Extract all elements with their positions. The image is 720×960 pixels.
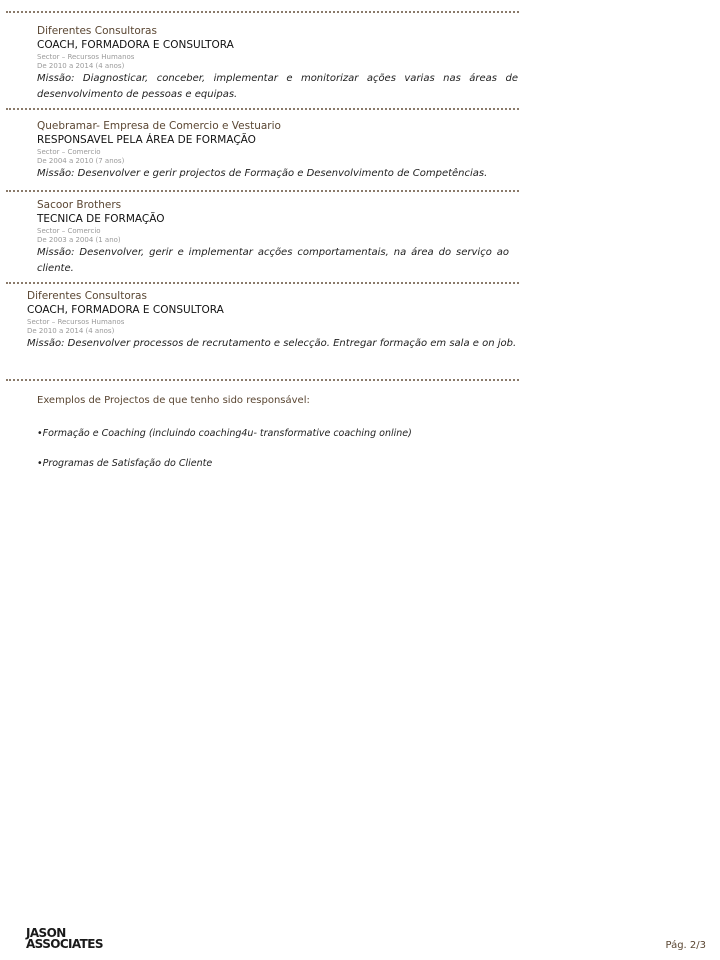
mission-text: Missão: Diagnosticar, conceber, implementar e monitorizar ações varias nas áreas de desenvolvimento de pessoas e equipas. [37, 73, 518, 100]
job-title: COACH, FORMADORA E CONSULTORA [37, 39, 234, 51]
experience-entry [37, 119, 518, 182]
period: De 2003 a 2004 (1 ano) [37, 236, 121, 244]
projects-title: Exemplos de Projectos de que tenho sido responsável: [37, 395, 310, 406]
divider [6, 108, 519, 110]
company-logo [26, 928, 103, 950]
job-title: RESPONSAVEL PELA ÁREA DE FORMAÇÃO [37, 134, 256, 146]
logo-line1: JASON [26, 926, 66, 940]
experience-entry [37, 198, 509, 277]
sector: Sector – Comercio [37, 227, 101, 235]
period: De 2010 a 2014 (4 anos) [37, 62, 125, 70]
sector: Sector – Recursos Humanos [37, 53, 135, 61]
job-title: TECNICA DE FORMAÇÃO [37, 213, 165, 225]
page-number: Pág. 2/3 [665, 940, 706, 951]
job-title: COACH, FORMADORA E CONSULTORA [27, 304, 224, 316]
project-item: •Formação e Coaching (incluindo coaching4u- transformative coaching online) [37, 428, 412, 439]
sector: Sector – Recursos Humanos [27, 318, 125, 326]
divider [6, 11, 519, 13]
period: De 2004 a 2010 (7 anos) [37, 157, 125, 165]
project-item: •Programas de Satisfação do Cliente [37, 458, 213, 469]
mission-text: Missão: Desenvolver, gerir e implementar acções comportamentais, na área do serviço ao cliente. [37, 247, 509, 274]
mission-text: Missão: Desenvolver processos de recrutamento e selecção. Entregar formação em sala e on job. [27, 338, 517, 349]
company-name: Sacoor Brothers [37, 199, 122, 211]
logo-line2: ASSOCIATES [26, 937, 103, 951]
experience-entry [27, 289, 517, 352]
company-name: Quebramar- Empresa de Comercio e Vestuario [37, 120, 281, 132]
mission-text: Missão: Desenvolver e gerir projectos de Formação e Desenvolvimento de Competências. [37, 168, 488, 179]
divider [6, 282, 519, 284]
divider [6, 190, 519, 192]
sector: Sector – Comercio [37, 148, 101, 156]
divider [6, 379, 519, 381]
period: De 2010 a 2014 (4 anos) [27, 327, 115, 335]
experience-entry [37, 24, 518, 103]
company-name: Diferentes Consultoras [27, 290, 147, 302]
company-name: Diferentes Consultoras [37, 25, 157, 37]
projects-section [37, 394, 507, 487]
